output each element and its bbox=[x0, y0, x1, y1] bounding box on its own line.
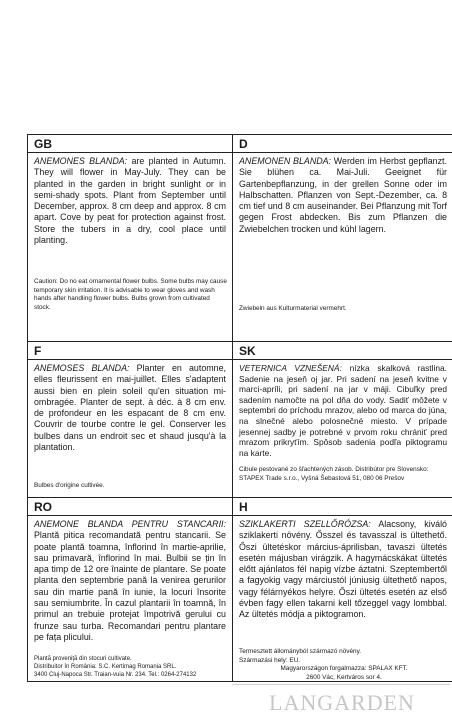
section-h bbox=[233, 498, 452, 682]
section-d-species: ANEMONEN BLANDA: bbox=[239, 156, 332, 166]
section-ro-footer-line-2: Distribuitor în România: S.C. Kertimag Romania SRL. bbox=[34, 664, 177, 670]
section-h-code: H bbox=[233, 498, 452, 516]
section-ro-code: RO bbox=[28, 498, 232, 516]
section-gb-description: are planted in Autumn. They will flower in May-July. They can be planted in the garden in bright sunlight or in semi-shady spots. Plant from September until December, approx. 8 cm deep and approx. 8 cm apart. Cove by peat for protection against frost. Store the tubers in a dry, cool place until planting. bbox=[34, 156, 226, 246]
section-gb-footer: Caution: Do no eat ornamental flower bulbs. Some bulbs may cause temporary skin irritation. It is advisable to wear gloves and wash hands after handling flower bulbs. Bulbs grown from cultivated stock. bbox=[34, 278, 227, 311]
section-ro-footer bbox=[34, 655, 228, 679]
section-gb-text bbox=[28, 153, 232, 246]
section-f-code: F bbox=[28, 342, 232, 360]
section-d bbox=[233, 135, 452, 341]
section-ro-description: Plantă pitica recomandată pentru stancarii. Se poate plantă toamna, înflorind în martie-aprilie, sau primavară, înflorind în mai. Bulbii se țin în apa timp de 12 ore înainte de plantare. Se poate planta den septembrie pană la venirea gerurilor sau din martie pană în iunie, la locuri însorite sau semiumbrite. În cazul plantarii în toamnă, în primul an trebuie protejat împotrivă gerului cu frunze sau turba. Recomandari pentru plantare pe fața plicului. bbox=[34, 530, 226, 642]
section-h-footer bbox=[239, 648, 449, 682]
section-f-text bbox=[28, 360, 232, 453]
section-h-footer-line-3: Magyarországon forgalmazza: SPALAX KFT. bbox=[280, 665, 408, 673]
section-sk bbox=[233, 342, 452, 497]
section-ro-footer-line-3: 3400 Cluj-Napoca Str. Traian-vuia Nr. 234. Tel.: 0264-274132 bbox=[34, 672, 197, 678]
section-ro-species: ANEMONE BLANDA PENTRU STANCARII: bbox=[34, 519, 226, 529]
section-sk-text bbox=[233, 360, 452, 458]
section-sk-footer: Cibule pestované zo šľachtených zásob. Distribútor pre Slovensko: STAPEX Trade s.r.o., Vyšná Šebastová 51, 080 06 Prešov bbox=[239, 466, 429, 482]
section-d-code: D bbox=[233, 135, 452, 153]
section-h-description: Alacsony, kiváló sziklakerti növény. Ősszel és tavasszal is ültethető. Őszi ültetéskor március-áprilisban, tavaszi ültetés esetén májusban virágzik. A hagymácskákat ültetés előtt ajánlatos fél napig vízbe áztatni. Szeptembertől a fagyokig vagy márciustól júniusig ültethető napos, vagy félárnyékos helyre. Őszi ültetés esetén az első évben fagy ellen takarni kell tőzeggel vagy lombbal. Az ültetés módja a piktogramon. bbox=[239, 519, 447, 620]
section-h-species: SZIKLAKERTI SZELLŐRÓZSA: bbox=[239, 519, 371, 529]
section-f bbox=[28, 342, 232, 497]
section-d-text bbox=[233, 153, 452, 235]
watermark-rule bbox=[232, 684, 450, 685]
section-h-footer-line-4: 2600 Vác, Kertváros sor 4. bbox=[306, 673, 382, 681]
section-f-species: ANEMOSES BLANDA: bbox=[34, 363, 130, 373]
section-gb-code: GB bbox=[28, 135, 232, 153]
section-gb-species: ANEMONES BLANDA: bbox=[34, 156, 128, 166]
section-ro-footer-line-1: Plantă proveniță din stocuri cultivate. bbox=[34, 656, 132, 662]
watermark-logo: LANGARDEN bbox=[269, 690, 415, 715]
section-d-description: Werden im Herbst gepflanzt. Sie blühen ca. Mai-Juli. Geeignet für Gartenbepflanzung, in der grellen Sonne oder im Halbschatten. Pflanzen von Sept.-Dezember, ca. 8 cm tief und 8 cm auseinander. Bei Pflanzung mit Torf gegen Frost abdecken. Bis zum Pflanzen die Zwiebelchen trocken und kühl lagern. bbox=[239, 156, 447, 234]
section-ro bbox=[28, 498, 232, 682]
section-ro-text bbox=[28, 516, 232, 643]
section-f-description: Planter en automne, elles fleurissent en mai-juillet. Elles s'adaptent aussi bien en plein soleil qu'en situation mi-ombragée. Planter de sept. à déc. à 8 cm env. de profondeur en les espacant de 8 cm env. Couvrir de tourbe contre le gel. Conserver les bulbes dans un endroit sec et shaud jusqu'à la plantation. bbox=[34, 363, 226, 453]
section-h-footer-line-1: Termesztett állományból származó növény. bbox=[239, 648, 362, 655]
section-sk-code: SK bbox=[233, 342, 452, 360]
section-sk-description: nízka skalková rastlina. Sadenie na jeseň oj jar. Pri sadení na jeseň kvitne v marci-apríli, pri sadení na jar v máji. Cibuľky pred sadením namočte na pol dňa do vody. Sadiť môžete v septembri do príchodu mrazov, alebo od marca do júna, na slnečné alebo polosnečné miesto. V prípade jesennej sadby je potrebné v prvom roku chrániť pred mrazom prikryťím. Spôsob sadenia podľa piktogramu na karte. bbox=[239, 363, 447, 458]
section-h-text bbox=[233, 516, 452, 621]
section-gb bbox=[28, 135, 232, 341]
section-f-footer: Bulbes d'origine cultivée. bbox=[34, 482, 105, 489]
section-d-footer: Zwiebeln aus Kulturmaterial vermehrt. bbox=[239, 305, 347, 312]
section-h-footer-line-2: Származási hely: EU. bbox=[239, 656, 301, 664]
section-sk-species: VETERNICA VZNEŠENÁ: bbox=[239, 363, 342, 373]
